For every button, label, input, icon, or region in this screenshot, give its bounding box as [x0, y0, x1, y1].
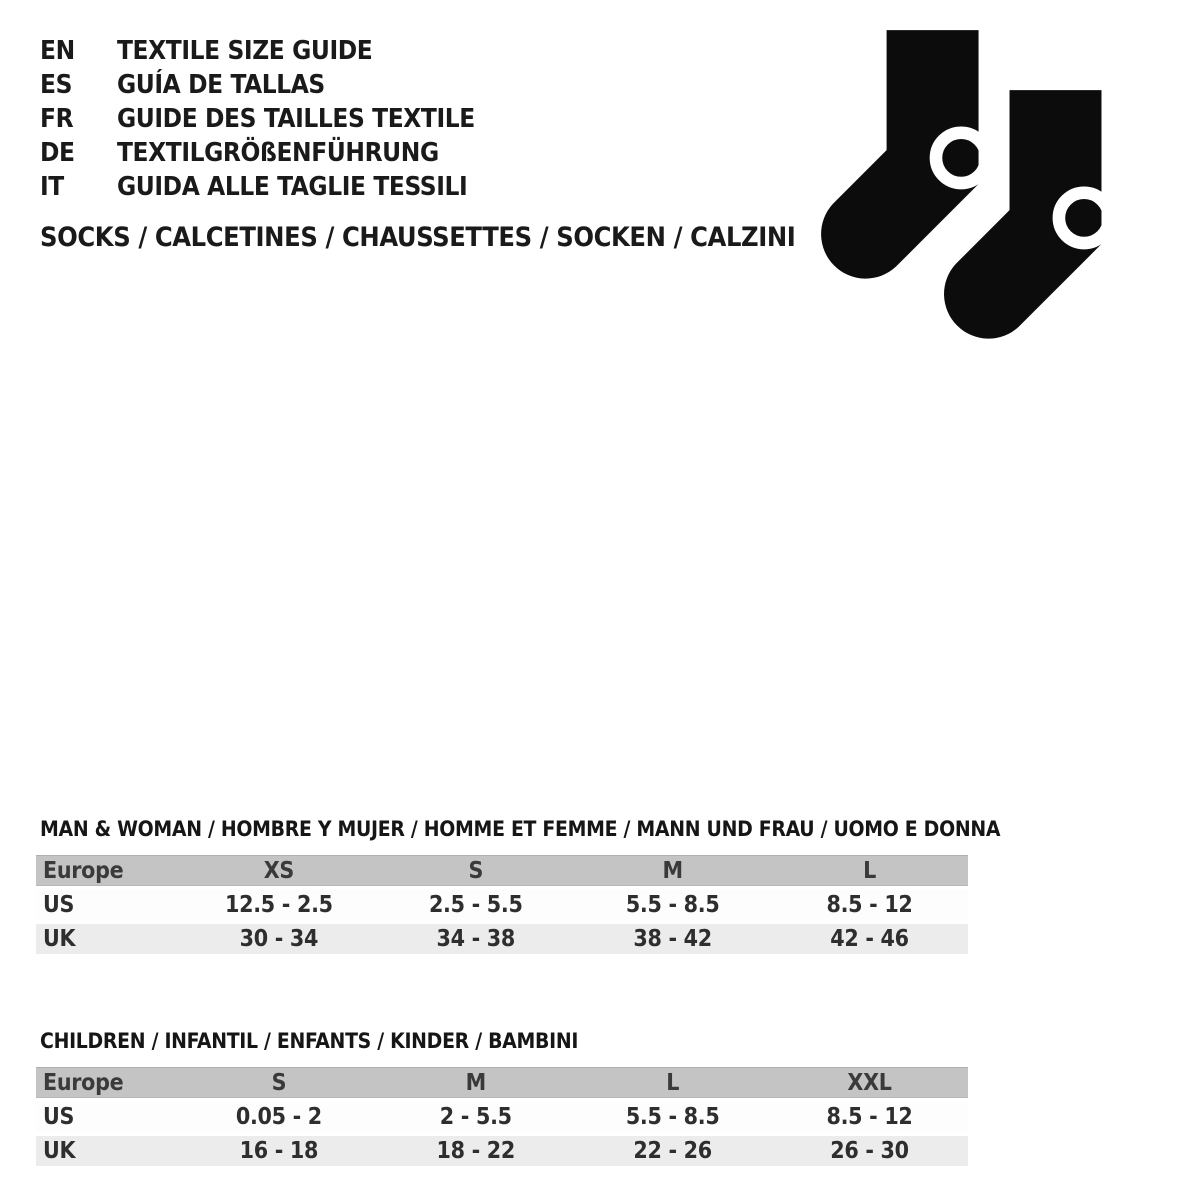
- size-cell: 26 - 30: [830, 1138, 909, 1164]
- table-row: [36, 924, 968, 954]
- size-cell: 2 - 5.5: [439, 1104, 512, 1130]
- size-cell: 16 - 18: [239, 1138, 319, 1164]
- region-label: US: [43, 1104, 75, 1130]
- region-label: UK: [43, 1138, 76, 1164]
- table-row: [36, 1102, 968, 1132]
- column-header: S: [468, 857, 484, 884]
- language-row: [40, 104, 475, 138]
- language-label: TEXTILGRÖßENFÜHRUNG: [117, 138, 439, 168]
- table-header-row: [36, 855, 968, 886]
- size-cell: 5.5 - 8.5: [625, 1104, 720, 1130]
- column-header: XXL: [847, 1069, 892, 1096]
- column-header: S: [271, 1069, 287, 1096]
- size-cell: 22 - 26: [633, 1138, 712, 1164]
- language-label: GUÍA DE TALLAS: [117, 70, 325, 100]
- size-cell: 0.05 - 2: [235, 1104, 322, 1130]
- language-code: IT: [40, 172, 64, 202]
- column-header: XS: [263, 857, 295, 884]
- column-header: Europe: [43, 857, 124, 884]
- language-label: GUIDE DES TAILLES TEXTILE: [117, 104, 475, 134]
- column-header: M: [465, 1069, 486, 1096]
- column-header: L: [863, 857, 876, 884]
- category-title: SOCKS / CALCETINES / CHAUSSETTES / SOCKEN / CALZINI: [40, 222, 796, 253]
- language-row: [40, 70, 475, 104]
- size-cell: 42 - 46: [830, 926, 909, 952]
- size-table-children: [36, 1029, 968, 1170]
- language-row: [40, 172, 475, 206]
- table-row: [36, 1136, 968, 1166]
- language-row: [40, 36, 475, 70]
- language-label: GUIDA ALLE TAGLIE TESSILI: [117, 172, 468, 202]
- column-header: Europe: [43, 1069, 124, 1096]
- size-table-man-woman: [36, 817, 1001, 958]
- language-code: DE: [40, 138, 75, 168]
- size-cell: 30 - 34: [239, 926, 319, 952]
- table-title: CHILDREN / INFANTIL / ENFANTS / KINDER / BAMBINI: [40, 1029, 579, 1053]
- size-cell: 2.5 - 5.5: [428, 892, 523, 918]
- language-code: EN: [40, 36, 75, 66]
- size-cell: 38 - 42: [633, 926, 712, 952]
- size-cell: 5.5 - 8.5: [625, 892, 720, 918]
- size-cell: 18 - 22: [436, 1138, 515, 1164]
- language-code: FR: [40, 104, 74, 134]
- language-code: ES: [40, 70, 73, 100]
- column-header: L: [666, 1069, 680, 1096]
- language-label: TEXTILE SIZE GUIDE: [117, 36, 373, 66]
- language-list: [40, 36, 475, 206]
- region-label: US: [43, 892, 75, 918]
- table-header-row: [36, 1067, 968, 1098]
- socks-icon: [814, 30, 1116, 340]
- region-label: UK: [43, 926, 76, 952]
- column-header: M: [662, 857, 683, 884]
- table-row: [36, 890, 968, 920]
- size-cell: 8.5 - 12: [826, 892, 913, 918]
- size-cell: 8.5 - 12: [826, 1104, 913, 1130]
- language-row: [40, 138, 475, 172]
- table-title: MAN & WOMAN / HOMBRE Y MUJER / HOMME ET FEMME / MANN UND FRAU / UOMO E DONNA: [40, 817, 1001, 841]
- size-cell: 12.5 - 2.5: [225, 892, 333, 918]
- size-cell: 34 - 38: [436, 926, 515, 952]
